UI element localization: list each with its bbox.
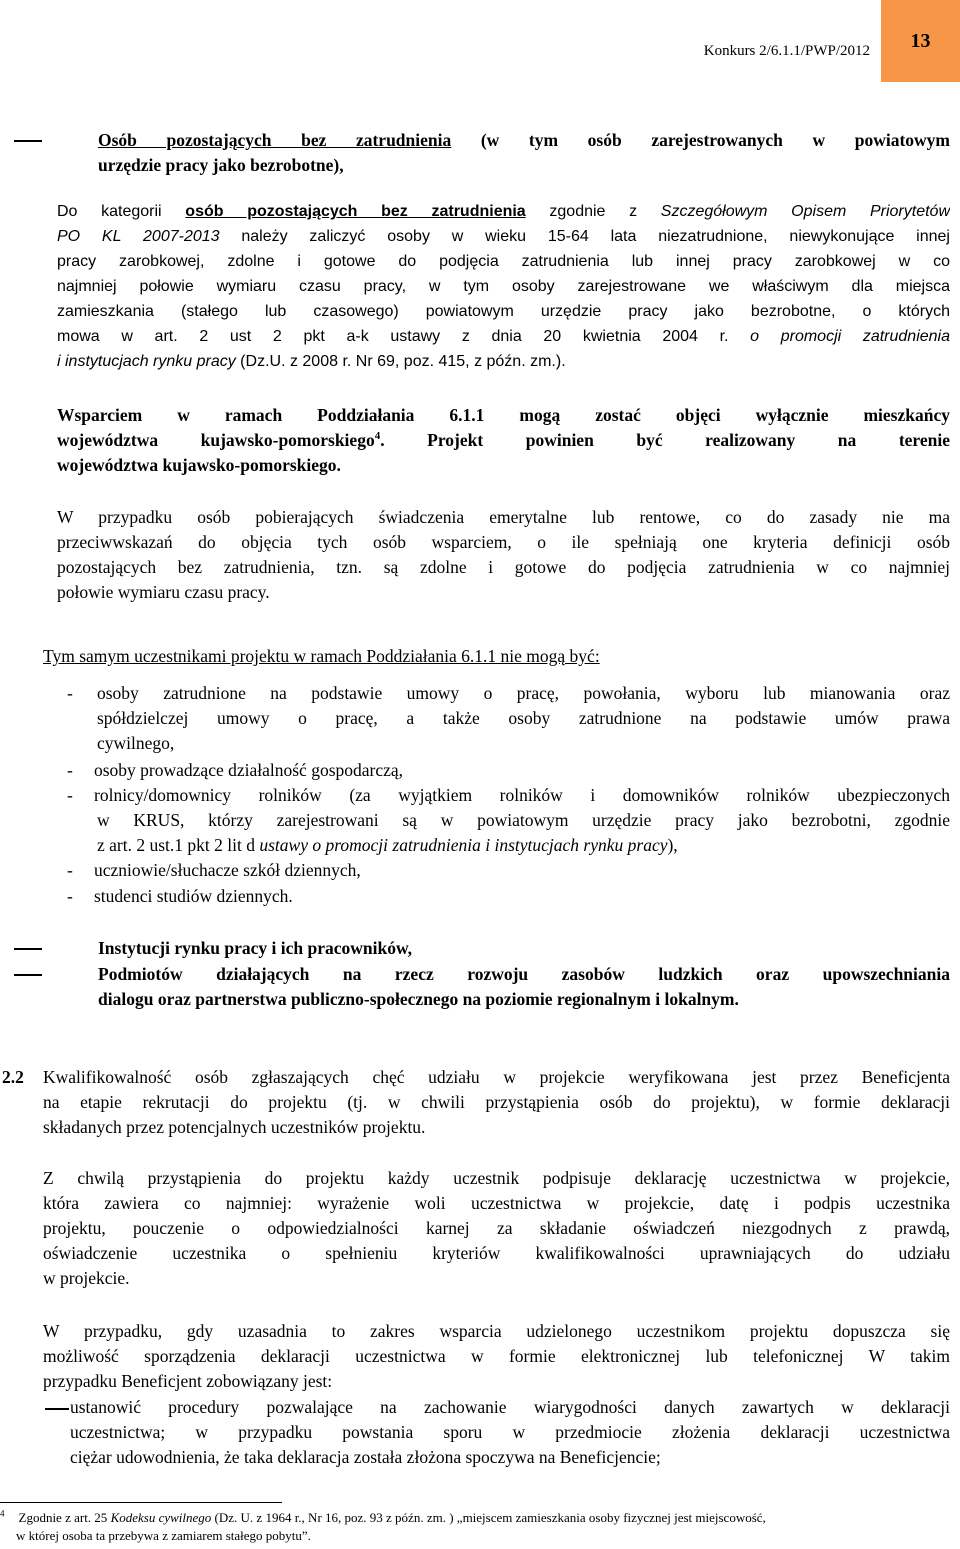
text-line: osoby prowadzące działalność gospodarczą,	[94, 760, 404, 780]
exclusion-item	[94, 858, 947, 883]
entities-item	[98, 962, 950, 1012]
italic-span: ustawy o promocji zatrudnienia i instytucjach rynku pracy	[259, 835, 668, 855]
text-span: Do kategorii	[57, 203, 186, 220]
footnote-marker: 4	[0, 1508, 5, 1519]
list-hyphen: -	[67, 886, 73, 906]
text-span: Zgodnie z art. 25	[18, 1510, 111, 1525]
text-span: województwa kujawsko-pomorskiego	[57, 430, 375, 450]
pension-paragraph	[57, 505, 950, 605]
list-hyphen: -	[67, 860, 73, 880]
exclusion-item	[94, 783, 950, 858]
text-line	[57, 199, 950, 224]
text-line: studenci studiów dziennych.	[94, 886, 293, 906]
qualification-paragraph	[43, 1065, 950, 1140]
text-line	[57, 324, 950, 349]
text-line: spółdzielczej umowy o pracę, a także osoby zatrudnione na podstawie umów prawa	[97, 708, 950, 728]
declaration-paragraph	[43, 1166, 950, 1291]
text-line	[97, 833, 950, 858]
text-line: Instytucji rynku pracy i ich pracowników,	[98, 938, 413, 958]
page-number: 13	[910, 29, 931, 52]
list-dash	[14, 948, 42, 950]
text-line: przeciwwskazań do objęcia tych osób wsparciem, o ile spełniają one kryteria definicji osób	[57, 532, 950, 552]
footnote-separator	[0, 1502, 282, 1503]
text-line: uczestnictwa; w przypadku powstania sporu w przedmiocie złożenia deklaracji uczestnictwa	[70, 1422, 950, 1442]
list-hyphen: -	[67, 683, 73, 703]
text-line	[0, 1509, 940, 1527]
text-line: osoby zatrudnione na podstawie umowy o pracę, powołania, wyboru lub mianowania oraz	[97, 683, 950, 703]
text-line: możliwość sporządzenia deklaracji uczestnictwa w formie elektronicznej lub telefonicznej W takim	[43, 1346, 950, 1366]
text-line: Z chwilą przystąpienia do projektu każdy uczestnik podpisuje deklarację uczestnictwa w projekcie,	[43, 1168, 950, 1188]
text-line: zamieszkania (stałego lub czasowego) powiatowym urzędzie pracy jako bezrobotne, o których	[57, 303, 950, 320]
unemployed-item	[98, 128, 950, 178]
footnote	[0, 1509, 940, 1545]
text-line: Kwalifikowalność osób zgłaszających chęć udziału w projekcie weryfikowana jest przez Beneficjenta	[43, 1067, 950, 1087]
eligibility-paragraph	[57, 403, 950, 478]
text-line: ustanowić procedury pozwalające na zachowanie wiarygodności danych zawartych w deklaracji	[70, 1397, 950, 1417]
text-line: w której osoba ta przebywa z zamiarem stałego pobytu”.	[16, 1528, 311, 1543]
definition-paragraph	[57, 199, 950, 374]
text-line: ciężar udowodnienia, że taka deklaracja została złożona spoczywa na Beneficjencie;	[70, 1447, 661, 1467]
exclusion-heading	[43, 644, 943, 669]
text-line: pracy zarobkowej, zdolne i gotowe do podjęcia zatrudnienia lub innej pracy zarobkowej w co	[57, 253, 950, 270]
text-line: najmniej połowie wymiaru czasu pracy, w tym osoby zarejestrowane we właściwym dla miejsca	[57, 278, 950, 295]
list-dash	[14, 974, 42, 976]
electronic-declaration-paragraph	[43, 1319, 950, 1394]
text-span: (w tym osób zarejestrowanych w powiatowym	[451, 130, 950, 150]
text-line: w KRUS, którzy zarejestrowani są w powiatowym urzędzie pracy jako bezrobotni, zgodnie	[97, 810, 950, 830]
text-line: Tym samym uczestnikami projektu w ramach Poddziałania 6.1.1 nie mogą być:	[43, 646, 600, 666]
page-number-box	[881, 0, 960, 82]
section-number: 2.2	[2, 1067, 24, 1087]
text-line: na etapie rekrutacji do projektu (tj. w chwili przystąpienia osób do projektu), w formie deklaracji	[43, 1092, 950, 1112]
text-line: Podmiotów działających na rzecz rozwoju zasobów ludzkich oraz upowszechniania	[98, 964, 950, 984]
underlined-term: osób pozostających bez zatrudnienia	[185, 203, 526, 220]
italic-span: Kodeksu cywilnego	[110, 1510, 212, 1525]
text-line: w projekcie.	[43, 1268, 130, 1288]
text-line: cywilnego,	[97, 733, 175, 753]
italic-span: o promocji zatrudnienia	[750, 328, 950, 345]
text-span: . Projekt powinien być realizowany na terenie	[380, 430, 950, 450]
text-line	[57, 428, 950, 453]
text-line: województwa kujawsko-pomorskiego.	[57, 455, 341, 475]
list-hyphen: -	[67, 785, 73, 805]
text-line: przypadku Beneficjent zobowiązany jest:	[43, 1371, 333, 1391]
list-hyphen: -	[67, 760, 73, 780]
text-line: dialogu oraz partnerstwa publiczno-społecznego na poziomie regionalnym i lokalnym.	[98, 989, 739, 1009]
text-line: W przypadku, gdy uzasadnia to zakres wsparcia udzielonego uczestnikom projektu dopuszcza się	[43, 1321, 950, 1341]
exclusion-item	[97, 681, 950, 756]
text-line: uczniowie/słuchacze szkół dziennych,	[94, 860, 361, 880]
exclusion-item	[94, 758, 947, 783]
document-reference: Konkurs 2/6.1.1/PWP/2012	[703, 43, 870, 59]
text-span: zgodnie z	[525, 203, 661, 220]
underlined-term: Osób pozostających bez zatrudnienia	[98, 130, 452, 150]
italic-span: PO KL 2007-2013	[57, 228, 220, 245]
text-span: ),	[667, 835, 678, 855]
text-line: W przypadku osób pobierających świadczenia emerytalne lub rentowe, co do zasady nie ma	[57, 507, 950, 527]
list-dash	[14, 140, 42, 142]
text-line: która zawiera co najmniej: wyrażenie woli uczestnictwa w projekcie, datę i podpis uczestnika	[43, 1193, 950, 1213]
text-span: z art. 2 ust.1 pkt 2 lit d	[97, 835, 260, 855]
text-line	[57, 349, 950, 374]
text-line: pozostających bez zatrudnienia, tzn. są zdolne i gotowe do podjęcia zatrudnienia w co najmniej	[57, 557, 950, 577]
text-line: projektu, pouczenie o odpowiedzialności karnej za składanie oświadczeń niezgodnych z prawdą,	[43, 1218, 950, 1238]
text-line	[57, 224, 950, 249]
beneficiary-obligation	[70, 1395, 950, 1470]
text-line: składanych przez potencjalnych uczestników projektu.	[43, 1117, 426, 1137]
text-line: Wsparciem w ramach Poddziałania 6.1.1 mogą zostać objęci wyłącznie mieszkańcy	[57, 405, 950, 425]
text-span: (Dz.U. z 2008 r. Nr 69, poz. 415, z późn. zm.).	[235, 353, 566, 370]
list-dash	[45, 1408, 69, 1410]
text-span: (Dz. U. z 1964 r., Nr 16, poz. 93 z późn. zm. ) „miejscem zamieszkania osoby fizycznej jest miejscowość,	[211, 1510, 766, 1525]
text-line	[98, 128, 950, 153]
institutions-item	[98, 936, 950, 961]
italic-span: i instytucjach rynku pracy	[57, 353, 236, 370]
text-line: rolnicy/domownicy rolników (za wyjątkiem rolników i domowników rolników ubezpieczonych	[94, 785, 950, 805]
text-line: oświadczenie uczestnika o spełnieniu kryteriów kwalifikowalności uprawniających do udziału	[43, 1243, 950, 1263]
text-span: mowa w art. 2 ust 2 pkt a-k ustawy z dnia 20 kwietnia 2004 r.	[57, 328, 751, 345]
italic-span: Szczegółowym Opisem Priorytetów	[660, 203, 950, 220]
footnote-ref: 4	[374, 430, 381, 443]
exclusion-item	[94, 884, 947, 909]
text-line: urzędzie pracy jako bezrobotne),	[98, 155, 344, 175]
text-line: połowie wymiaru czasu pracy.	[57, 582, 270, 602]
text-span: należy zaliczyć osoby w wieku 15-64 lata niezatrudnione, niewykonujące innej	[219, 228, 950, 245]
